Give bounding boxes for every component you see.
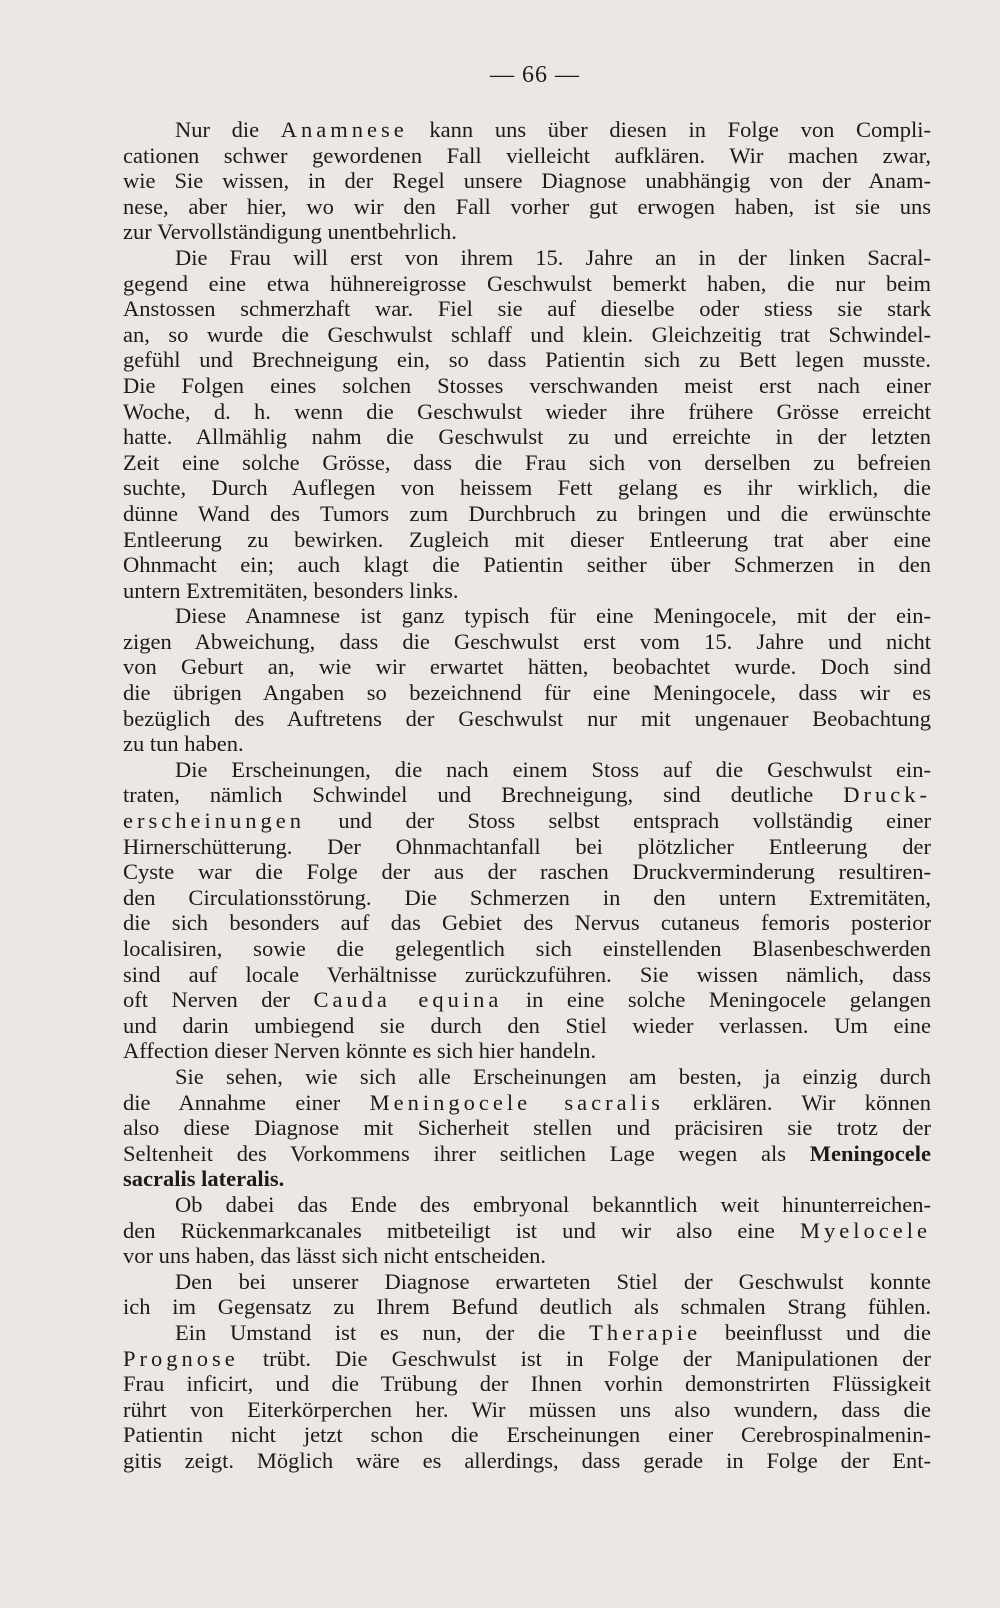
text-line [123, 731, 931, 757]
text-segment: die sich besonders auf das Gebiet des Nervus cutaneus femoris posterior [123, 910, 931, 936]
text-line [123, 1448, 931, 1474]
text-segment: gegend eine etwa hühnereigrosse Geschwulst bemerkt haben, die nur beim [123, 270, 931, 296]
text-line [123, 1371, 931, 1397]
text-line [123, 501, 931, 527]
emphasized-text: Myelocele [800, 1217, 931, 1243]
text-segment: und darin umbiegend sie durch den Stiel wieder verlassen. Um eine [123, 1012, 931, 1038]
text-segment: den Rückenmarkcanales mitbeteiligt ist und wir also eine [123, 1217, 801, 1243]
text-line [123, 373, 931, 399]
text-segment: untern Extremitäten, besonders links. [123, 577, 459, 603]
text-line [123, 1090, 931, 1116]
text-segment: Entleerung zu bewirken. Zugleich mit dieser Entleerung trat aber eine [123, 526, 931, 552]
text-segment: Seltenheit des Vorkommens ihrer seitlichen Lage wegen als [123, 1140, 810, 1166]
text-segment: gitis zeigt. Möglich wäre es allerdings, dass gerade in Folge der Ent- [123, 1447, 931, 1473]
text-segment: localisiren, sowie die gelegentlich sich einstellenden Blasenbeschwerden [123, 936, 931, 961]
text-segment: und der Stoss selbst entsprach vollständig einer [304, 808, 931, 834]
text-line [123, 1166, 931, 1192]
text-line [123, 527, 931, 553]
text-line [123, 808, 931, 834]
text-segment: cationen schwer gewordenen Fall vielleicht aufklären. Wir machen zwar, [123, 142, 931, 168]
text-segment: Woche, d. h. wenn die Geschwulst wieder ihre frühere Grösse erreicht [123, 398, 931, 424]
text-segment: zigen Abweichung, dass die Geschwulst erst vom 15. Jahre und nicht [123, 628, 931, 654]
text-line [123, 834, 931, 860]
text-segment: Zeit eine solche Grösse, dass die Frau sich von derselben zu befreien [123, 449, 931, 475]
text-segment: die übrigen Angaben so bezeichnend für eine Meningocele, dass wir es [123, 680, 931, 706]
text-line [123, 859, 931, 885]
emphasized-text: Cauda equina [313, 987, 503, 1013]
text-segment: rührt von Eiterkörperchen her. Wir müssen uns also wundern, dass die [123, 1396, 931, 1422]
text-line [123, 782, 931, 808]
emphasized-text: Meningocele sacralis [369, 1089, 664, 1115]
text-line [123, 936, 931, 962]
text-line [123, 1218, 931, 1244]
text-segment: von Geburt an, wie wir erwartet hätten, beobachtet wurde. Doch sind [123, 654, 931, 680]
text-line [123, 680, 931, 706]
text-segment: Affection dieser Nerven könnte es sich hier handeln. [123, 1038, 597, 1064]
text-segment: die Annahme einer [123, 1089, 370, 1115]
text-line [123, 885, 931, 911]
text-segment: trübt. Die Geschwulst ist in Folge der Manipulationen der [238, 1345, 931, 1371]
text-segment: Die Folgen eines solchen Stosses verschwanden meist erst nach einer [123, 372, 931, 398]
emphasized-text: Druck- [843, 782, 931, 808]
text-line [123, 1346, 931, 1372]
text-segment: oft Nerven der [123, 987, 314, 1013]
text-segment: Anstossen schmerzhaft war. Fiel sie auf dieselbe oder stiess sie stark [123, 296, 931, 322]
text-line [123, 1013, 931, 1039]
text-line [123, 552, 931, 578]
text-line [123, 1064, 931, 1090]
text-line [123, 219, 931, 245]
emphasized-text: Anamnese [280, 117, 408, 142]
text-segment: erklären. Wir können [663, 1089, 932, 1115]
text-line [123, 1320, 931, 1346]
emphasized-text: Therapie [589, 1319, 702, 1345]
text-line [123, 168, 931, 194]
text-segment: dünne Wand des Tumors zum Durchbruch zu bringen und die erwünschte [123, 500, 931, 526]
text-line [123, 706, 931, 732]
text-segment: also diese Diagnose mit Sicherheit stellen und präcisiren sie trotz der [123, 1115, 931, 1141]
text-segment: beeinflusst und die [701, 1319, 931, 1345]
text-segment: Die Frau will erst von ihrem 15. Jahre an in der linken Sacral- [175, 244, 931, 270]
text-line [123, 271, 931, 297]
bold-term: sacralis lateralis. [123, 1166, 285, 1192]
text-line [123, 296, 931, 322]
text-line [123, 1115, 931, 1141]
text-segment: Patientin nicht jetzt schon die Erscheinungen einer Cerebrospinalmenin- [123, 1422, 931, 1448]
text-line [123, 603, 931, 629]
text-line [123, 117, 931, 143]
text-segment: wie Sie wissen, in der Regel unsere Diagnose unabhängig von der Anam- [123, 168, 931, 194]
text-line [123, 399, 931, 425]
text-segment: zu tun haben. [123, 731, 244, 757]
emphasized-text: erscheinungen [123, 808, 305, 834]
text-line [123, 194, 931, 220]
text-line [123, 629, 931, 655]
text-segment: Ein Umstand ist es nun, der die [175, 1319, 590, 1345]
text-line [123, 143, 931, 169]
text-segment: bezüglich des Auftretens der Geschwulst nur mit ungenauer Beobachtung [123, 705, 931, 731]
text-line [123, 347, 931, 373]
text-segment: Nur die [175, 117, 281, 142]
text-line [123, 910, 931, 936]
text-segment: kann uns über diesen in Folge von Compli- [407, 117, 931, 142]
text-line [123, 1243, 931, 1269]
text-line [123, 1294, 931, 1320]
text-line [123, 1397, 931, 1423]
text-line [123, 424, 931, 450]
text-line [123, 987, 931, 1013]
text-segment: gefühl und Brechneigung ein, so dass Patientin sich zu Bett legen musste. [123, 347, 931, 373]
text-line [123, 322, 931, 348]
text-segment: Die Erscheinungen, die nach einem Stoss auf die Geschwulst ein- [175, 756, 931, 782]
text-line [123, 654, 931, 680]
text-line [123, 1038, 931, 1064]
text-line [123, 578, 931, 604]
text-line [123, 757, 931, 783]
text-line [123, 245, 931, 271]
text-line [123, 1269, 931, 1295]
text-segment: Cyste war die Folge der aus der raschen Druckverminderung resultiren- [123, 859, 931, 885]
text-segment: Den bei unserer Diagnose erwarteten Stiel der Geschwulst konnte [175, 1268, 931, 1294]
text-line [123, 1422, 931, 1448]
text-line [123, 450, 931, 476]
text-segment: zur Vervollständigung unentbehrlich. [123, 219, 457, 245]
text-line [123, 1141, 931, 1167]
text-segment: in eine solche Meningocele gelangen [502, 987, 931, 1013]
text-segment: an, so wurde die Geschwulst schlaff und klein. Gleichzeitig trat Schwindel- [123, 321, 931, 347]
text-segment: nese, aber hier, wo wir den Fall vorher gut erwogen haben, ist sie uns [123, 193, 931, 219]
text-segment: Ohnmacht ein; auch klagt die Patientin seither über Schmerzen in den [123, 552, 931, 578]
text-segment: sind auf locale Verhältnisse zurückzuführen. Sie wissen nämlich, dass [123, 961, 931, 987]
body-text [123, 117, 931, 1473]
emphasized-text: Prognose [123, 1345, 239, 1371]
page-number: — 66 — [490, 62, 580, 88]
text-segment: Diese Anamnese ist ganz typisch für eine Meningocele, mit der ein- [175, 603, 931, 629]
text-segment: Ob dabei das Ende des embryonal bekanntlich weit hinunterreichen- [175, 1191, 931, 1217]
text-segment: traten, nämlich Schwindel und Brechneigung, sind deutliche [123, 782, 844, 808]
text-segment: ich im Gegensatz zu Ihrem Befund deutlich als schmalen Strang fühlen. [123, 1294, 931, 1320]
text-line [123, 962, 931, 988]
text-segment: suchte, Durch Auflegen von heissem Fett gelang es ihr wirklich, die [123, 475, 931, 501]
text-segment: hatte. Allmählig nahm die Geschwulst zu und erreichte in der letzten [123, 424, 931, 450]
text-line [123, 475, 931, 501]
text-segment: vor uns haben, das lässt sich nicht entscheiden. [123, 1243, 547, 1269]
text-line [123, 1192, 931, 1218]
bold-term: Meningocele [809, 1140, 931, 1166]
text-segment: den Circulationsstörung. Die Schmerzen in den untern Extremitäten, [123, 884, 931, 910]
text-segment: Frau inficirt, und die Trübung der Ihnen vorhin demonstrirten Flüssigkeit [123, 1371, 931, 1397]
text-segment: Hirnerschütterung. Der Ohnmachtanfall bei plötzlicher Entleerung der [123, 833, 931, 859]
text-segment: Sie sehen, wie sich alle Erscheinungen am besten, ja einzig durch [175, 1063, 931, 1089]
